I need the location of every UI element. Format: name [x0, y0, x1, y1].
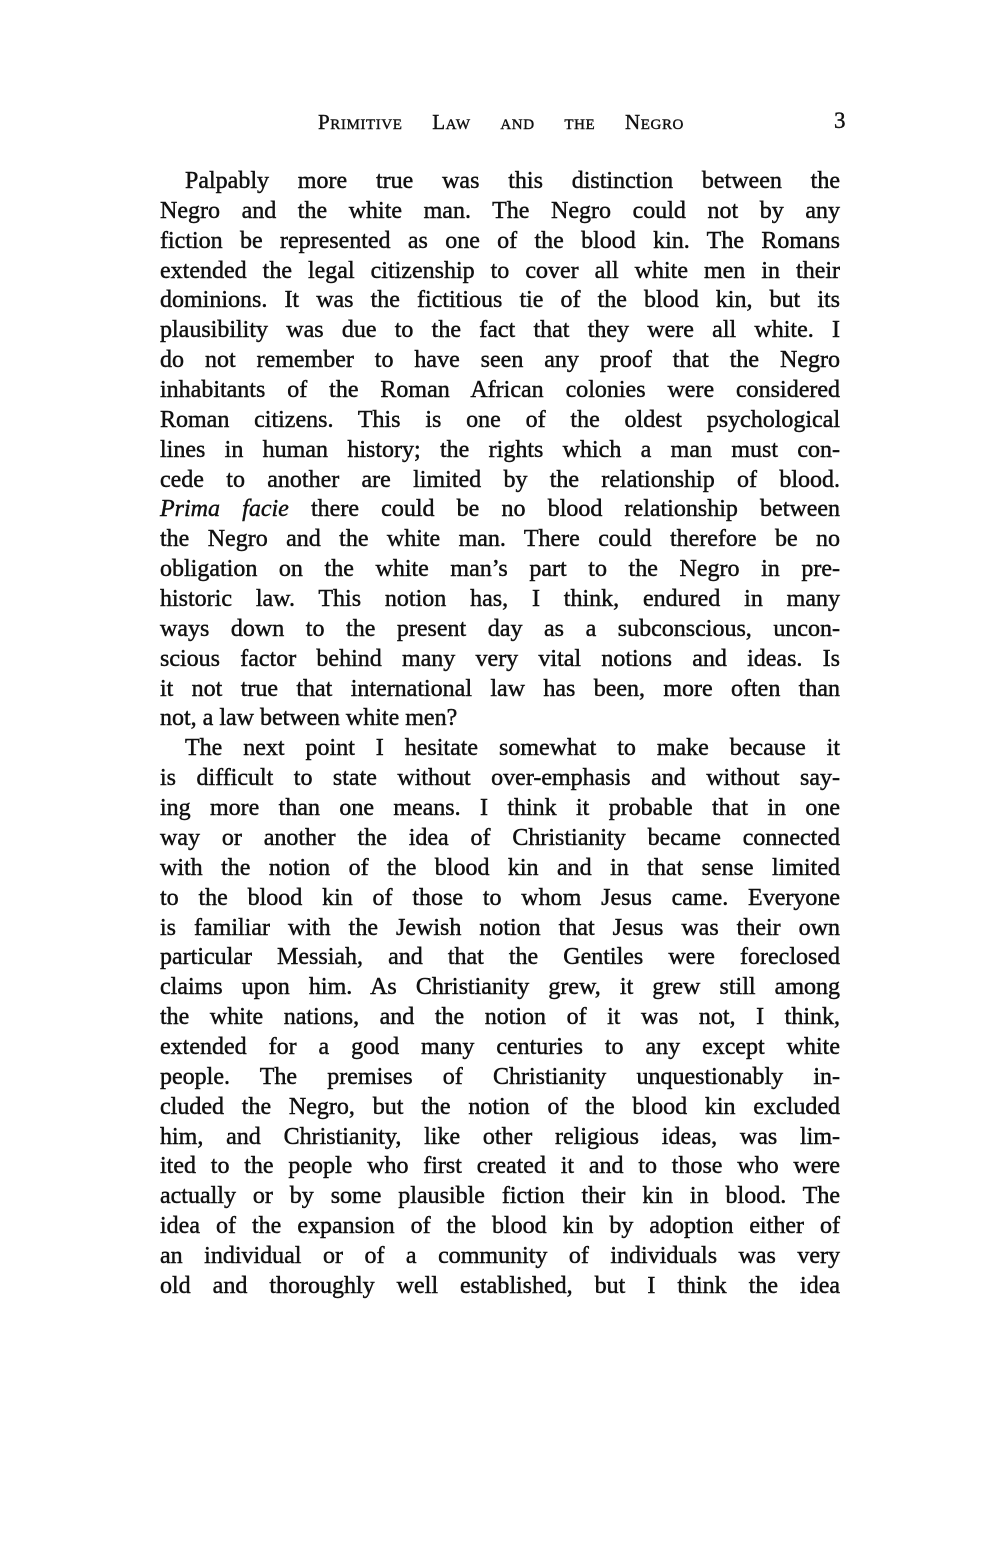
- text-line: cede to another are limited by the relationship of blood.: [160, 466, 840, 493]
- text-line: cluded the Negro, but the notion of the blood kin excluded: [160, 1093, 840, 1120]
- text-line: Palpably more true was this distinction between the: [185, 168, 840, 194]
- text-line: with the notion of the blood kin and in that sense limited: [160, 854, 840, 881]
- text-line: lines in human history; the rights which a man must con-: [160, 436, 840, 463]
- page-number: 3: [834, 108, 846, 133]
- text-line: ing more than one means. I think it probable that in one: [160, 795, 840, 822]
- text-line: not, a law between white men?: [160, 705, 458, 732]
- text-line: Roman citizens. This is one of the oldest psychological: [160, 406, 840, 433]
- text-line: claims upon him. As Christianity grew, it grew still among: [160, 974, 840, 1001]
- italic-phrase: Prima facie: [160, 496, 289, 523]
- text-line: an individual or of a community of individuals was very: [160, 1242, 840, 1269]
- text-line: ited to the people who first created it and to those who were: [160, 1153, 840, 1180]
- text-line: way or another the idea of Christianity became connected: [160, 824, 840, 851]
- text-line: scious factor behind many very vital notions and ideas. Is: [160, 645, 840, 672]
- text-line: plausibility was due to the fact that they were all white. I: [160, 317, 840, 344]
- line-text: there could be no blood relationship between: [288, 496, 840, 523]
- text-line: extended for a good many centuries to any except white: [160, 1033, 840, 1060]
- text-line: people. The premises of Christianity unquestionably in-: [160, 1063, 840, 1090]
- text-line: actually or by some plausible fiction their kin in blood. The: [160, 1183, 840, 1210]
- text-line: inhabitants of the Roman African colonies were considered: [160, 377, 840, 404]
- text-line: [160, 494, 840, 524]
- text-line: fiction be represented as one of the blood kin. The Romans: [160, 227, 840, 254]
- text-line: Negro and the white man. The Negro could not by any: [160, 197, 840, 224]
- text-line: it not true that international law has been, more often than: [160, 675, 840, 702]
- text-line: to the blood kin of those to whom Jesus came. Everyone: [160, 884, 840, 911]
- text-line: do not remember to have seen any proof that the Negro: [160, 347, 840, 374]
- text-line: particular Messiah, and that the Gentiles were foreclosed: [160, 944, 840, 971]
- text-line: the Negro and the white man. There could therefore be no: [160, 526, 840, 553]
- text-line: The next point I hesitate somewhat to make because it: [185, 735, 840, 762]
- text-line: is difficult to state without over-emphasis and without say-: [160, 765, 840, 792]
- running-title: Primitive Law and the Negro: [318, 110, 684, 134]
- text-line: extended the legal citizenship to cover all white men in their: [160, 257, 840, 284]
- text-line: the white nations, and the notion of it was not, I think,: [160, 1004, 840, 1031]
- text-line: ways down to the present day as a subconscious, uncon-: [160, 615, 840, 642]
- text-line: old and thoroughly well established, but I think the idea: [160, 1272, 840, 1299]
- text-line: idea of the expansion of the blood kin by adoption either of: [160, 1213, 840, 1240]
- text-line: dominions. It was the fictitious tie of the blood kin, but its: [160, 287, 840, 314]
- text-line: historic law. This notion has, I think, endured in many: [160, 586, 840, 613]
- text-line: him, and Christianity, like other religious ideas, was lim-: [160, 1123, 840, 1150]
- text-line: is familiar with the Jewish notion that Jesus was their own: [160, 914, 840, 941]
- text-line: obligation on the white man’s part to the Negro in pre-: [160, 556, 840, 583]
